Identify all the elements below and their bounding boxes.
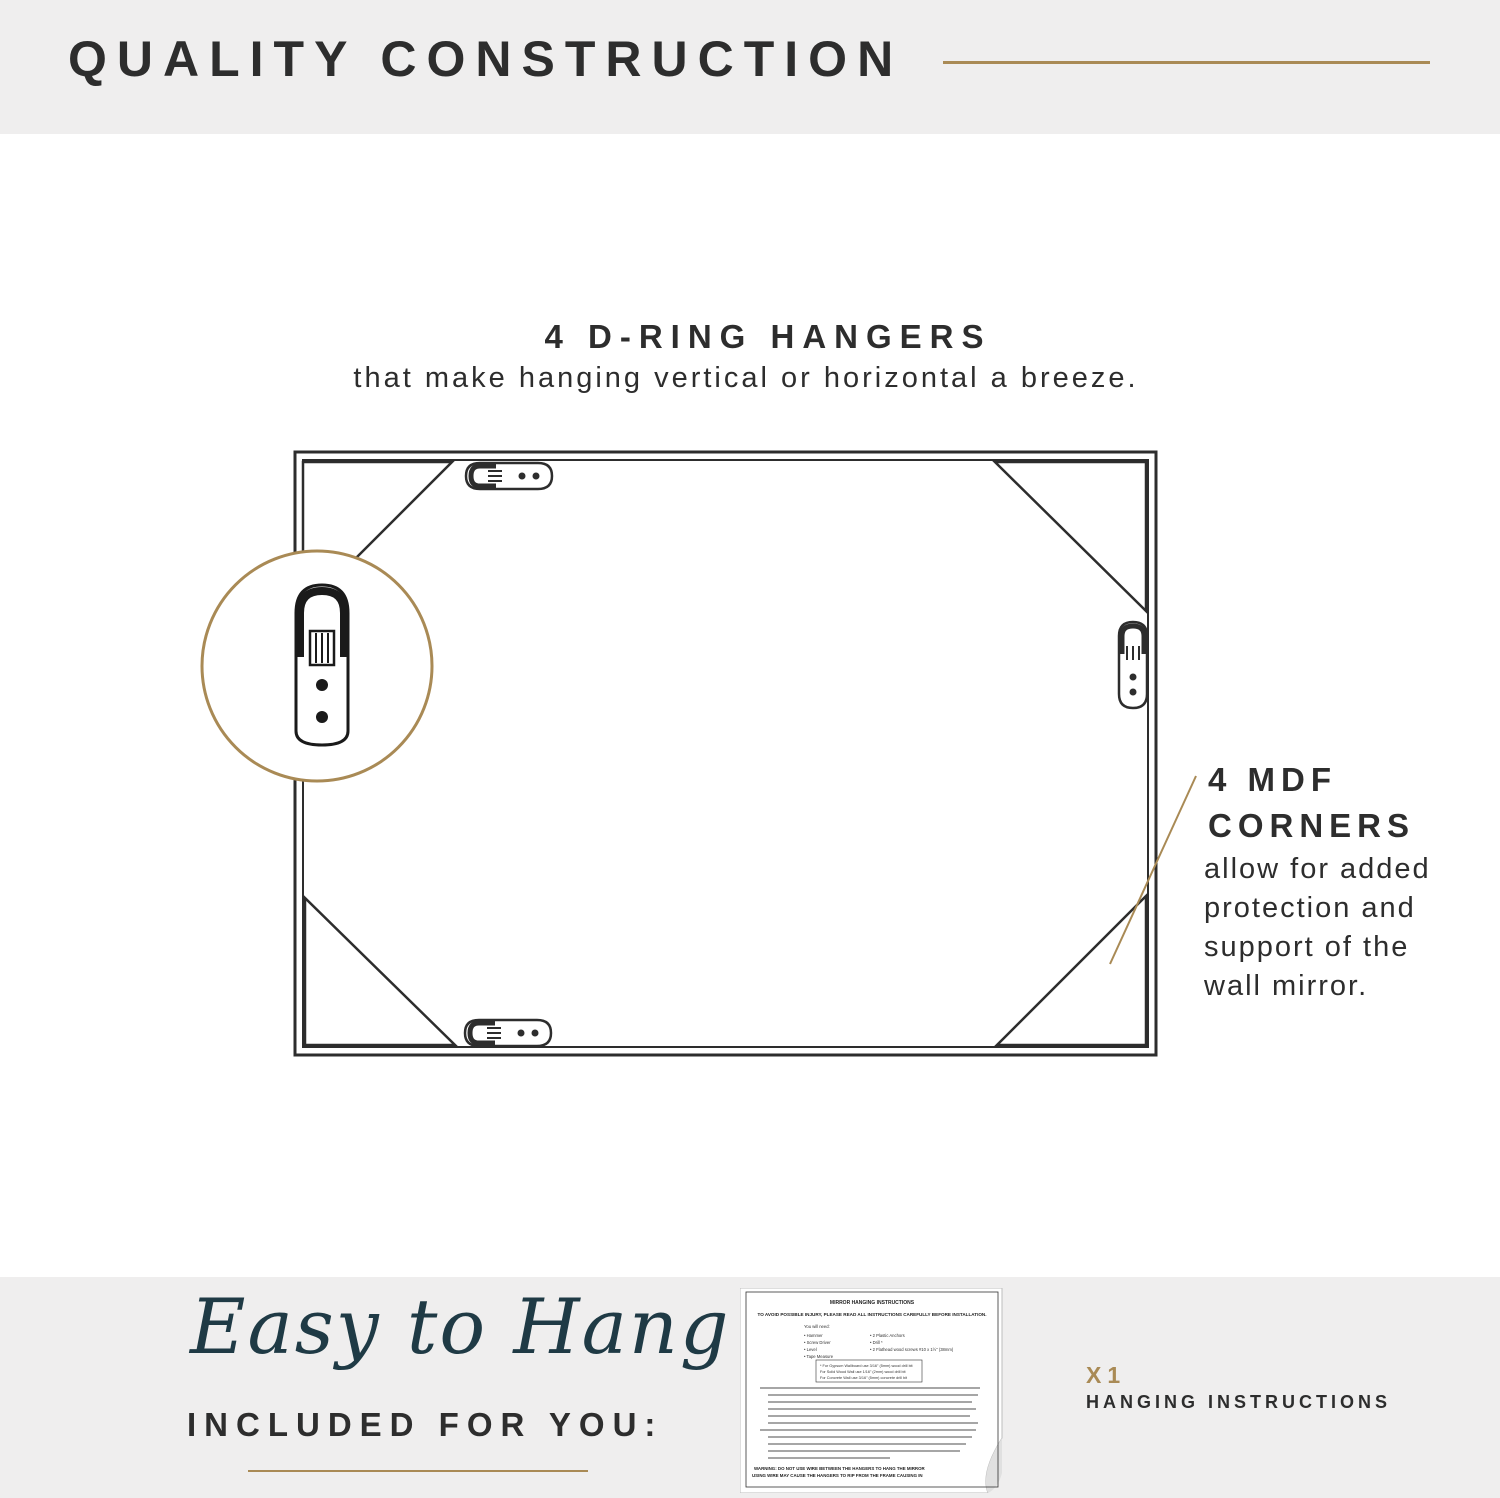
sheet-footer-warning: USING WIRE MAY CAUSE THE HANGERS TO RIP FROM THE FRAME CAUSING IN xyxy=(752,1473,923,1478)
hangers-description: that make hanging vertical or horizontal a breeze. xyxy=(353,362,1139,394)
d-ring-hanger-icon xyxy=(296,585,348,745)
corners-heading xyxy=(1208,757,1415,849)
corners-description-line: wall mirror. xyxy=(1204,970,1369,1002)
included-label: INCLUDED FOR YOU: xyxy=(187,1406,664,1443)
d-ring-hanger-icon xyxy=(466,463,552,489)
easy-to-hang-script: Easy to Hang xyxy=(190,1282,731,1371)
sheet-tool: • Screw Driver xyxy=(804,1340,831,1345)
corners-description-line: support of the xyxy=(1204,931,1410,963)
sheet-drill-note: * For Gypsum Wallboard use 3/16" (5mm) wood drill bit xyxy=(820,1364,913,1368)
frame-inner-outline xyxy=(303,460,1148,1047)
hanging-instructions-label: HANGING INSTRUCTIONS xyxy=(1086,1392,1391,1412)
d-ring-hanger-icon xyxy=(465,1020,551,1046)
sheet-tool: • Level xyxy=(804,1347,817,1352)
corners-description-line: allow for added xyxy=(1204,853,1431,885)
d-ring-hanger-icon xyxy=(1119,622,1147,708)
sheet-drill-note: For Solid Wood Wall use 1/16" (2mm) wood drill bit xyxy=(820,1370,906,1374)
corners-description xyxy=(1204,850,1431,1006)
sheet-warning: TO AVOID POSSIBLE INJURY, PLEASE READ ALL INSTRUCTIONS CAREFULLY BEFORE INSTALLATION. xyxy=(757,1312,987,1317)
mdf-corner-icon xyxy=(995,462,1146,611)
included-rule xyxy=(248,1470,588,1472)
mdf-corner-icon xyxy=(305,898,455,1045)
sheet-footer-warning: WARNING: DO NOT USE WIRE BETWEEN THE HANGERS TO HANG THE MIRROR xyxy=(754,1466,925,1471)
sheet-drill-note: For Concrete Wall use 3/16" (5mm) concrete drill bit xyxy=(820,1376,908,1380)
mdf-corner-icon xyxy=(997,896,1146,1045)
corners-heading-line: CORNERS xyxy=(1208,807,1416,844)
corners-leader-line xyxy=(1110,776,1196,964)
hangers-heading: 4 D-RING HANGERS xyxy=(544,318,992,355)
sheet-tool: • Tape Measure xyxy=(804,1354,834,1359)
sheet-title: MIRROR HANGING INSTRUCTIONS xyxy=(829,1300,915,1306)
sheet-you-will-need: You will need: xyxy=(804,1324,830,1329)
corners-description-line: protection and xyxy=(1204,892,1416,924)
corners-heading-line: 4 MDF xyxy=(1208,761,1337,798)
frame-outline xyxy=(295,452,1156,1055)
quantity-label: X1 xyxy=(1086,1362,1127,1388)
instruction-sheet-thumbnail xyxy=(740,1288,1005,1493)
sheet-tool: • 2 Flathead wood screws #10 x 1½" (38mm) xyxy=(870,1347,954,1352)
page-title: QUALITY CONSTRUCTION xyxy=(68,31,904,87)
sheet-tool: • 2 Plastic Anchors xyxy=(870,1333,905,1338)
sheet-tool: • Hammer xyxy=(804,1333,823,1338)
sheet-tool: • Drill * xyxy=(870,1340,883,1345)
